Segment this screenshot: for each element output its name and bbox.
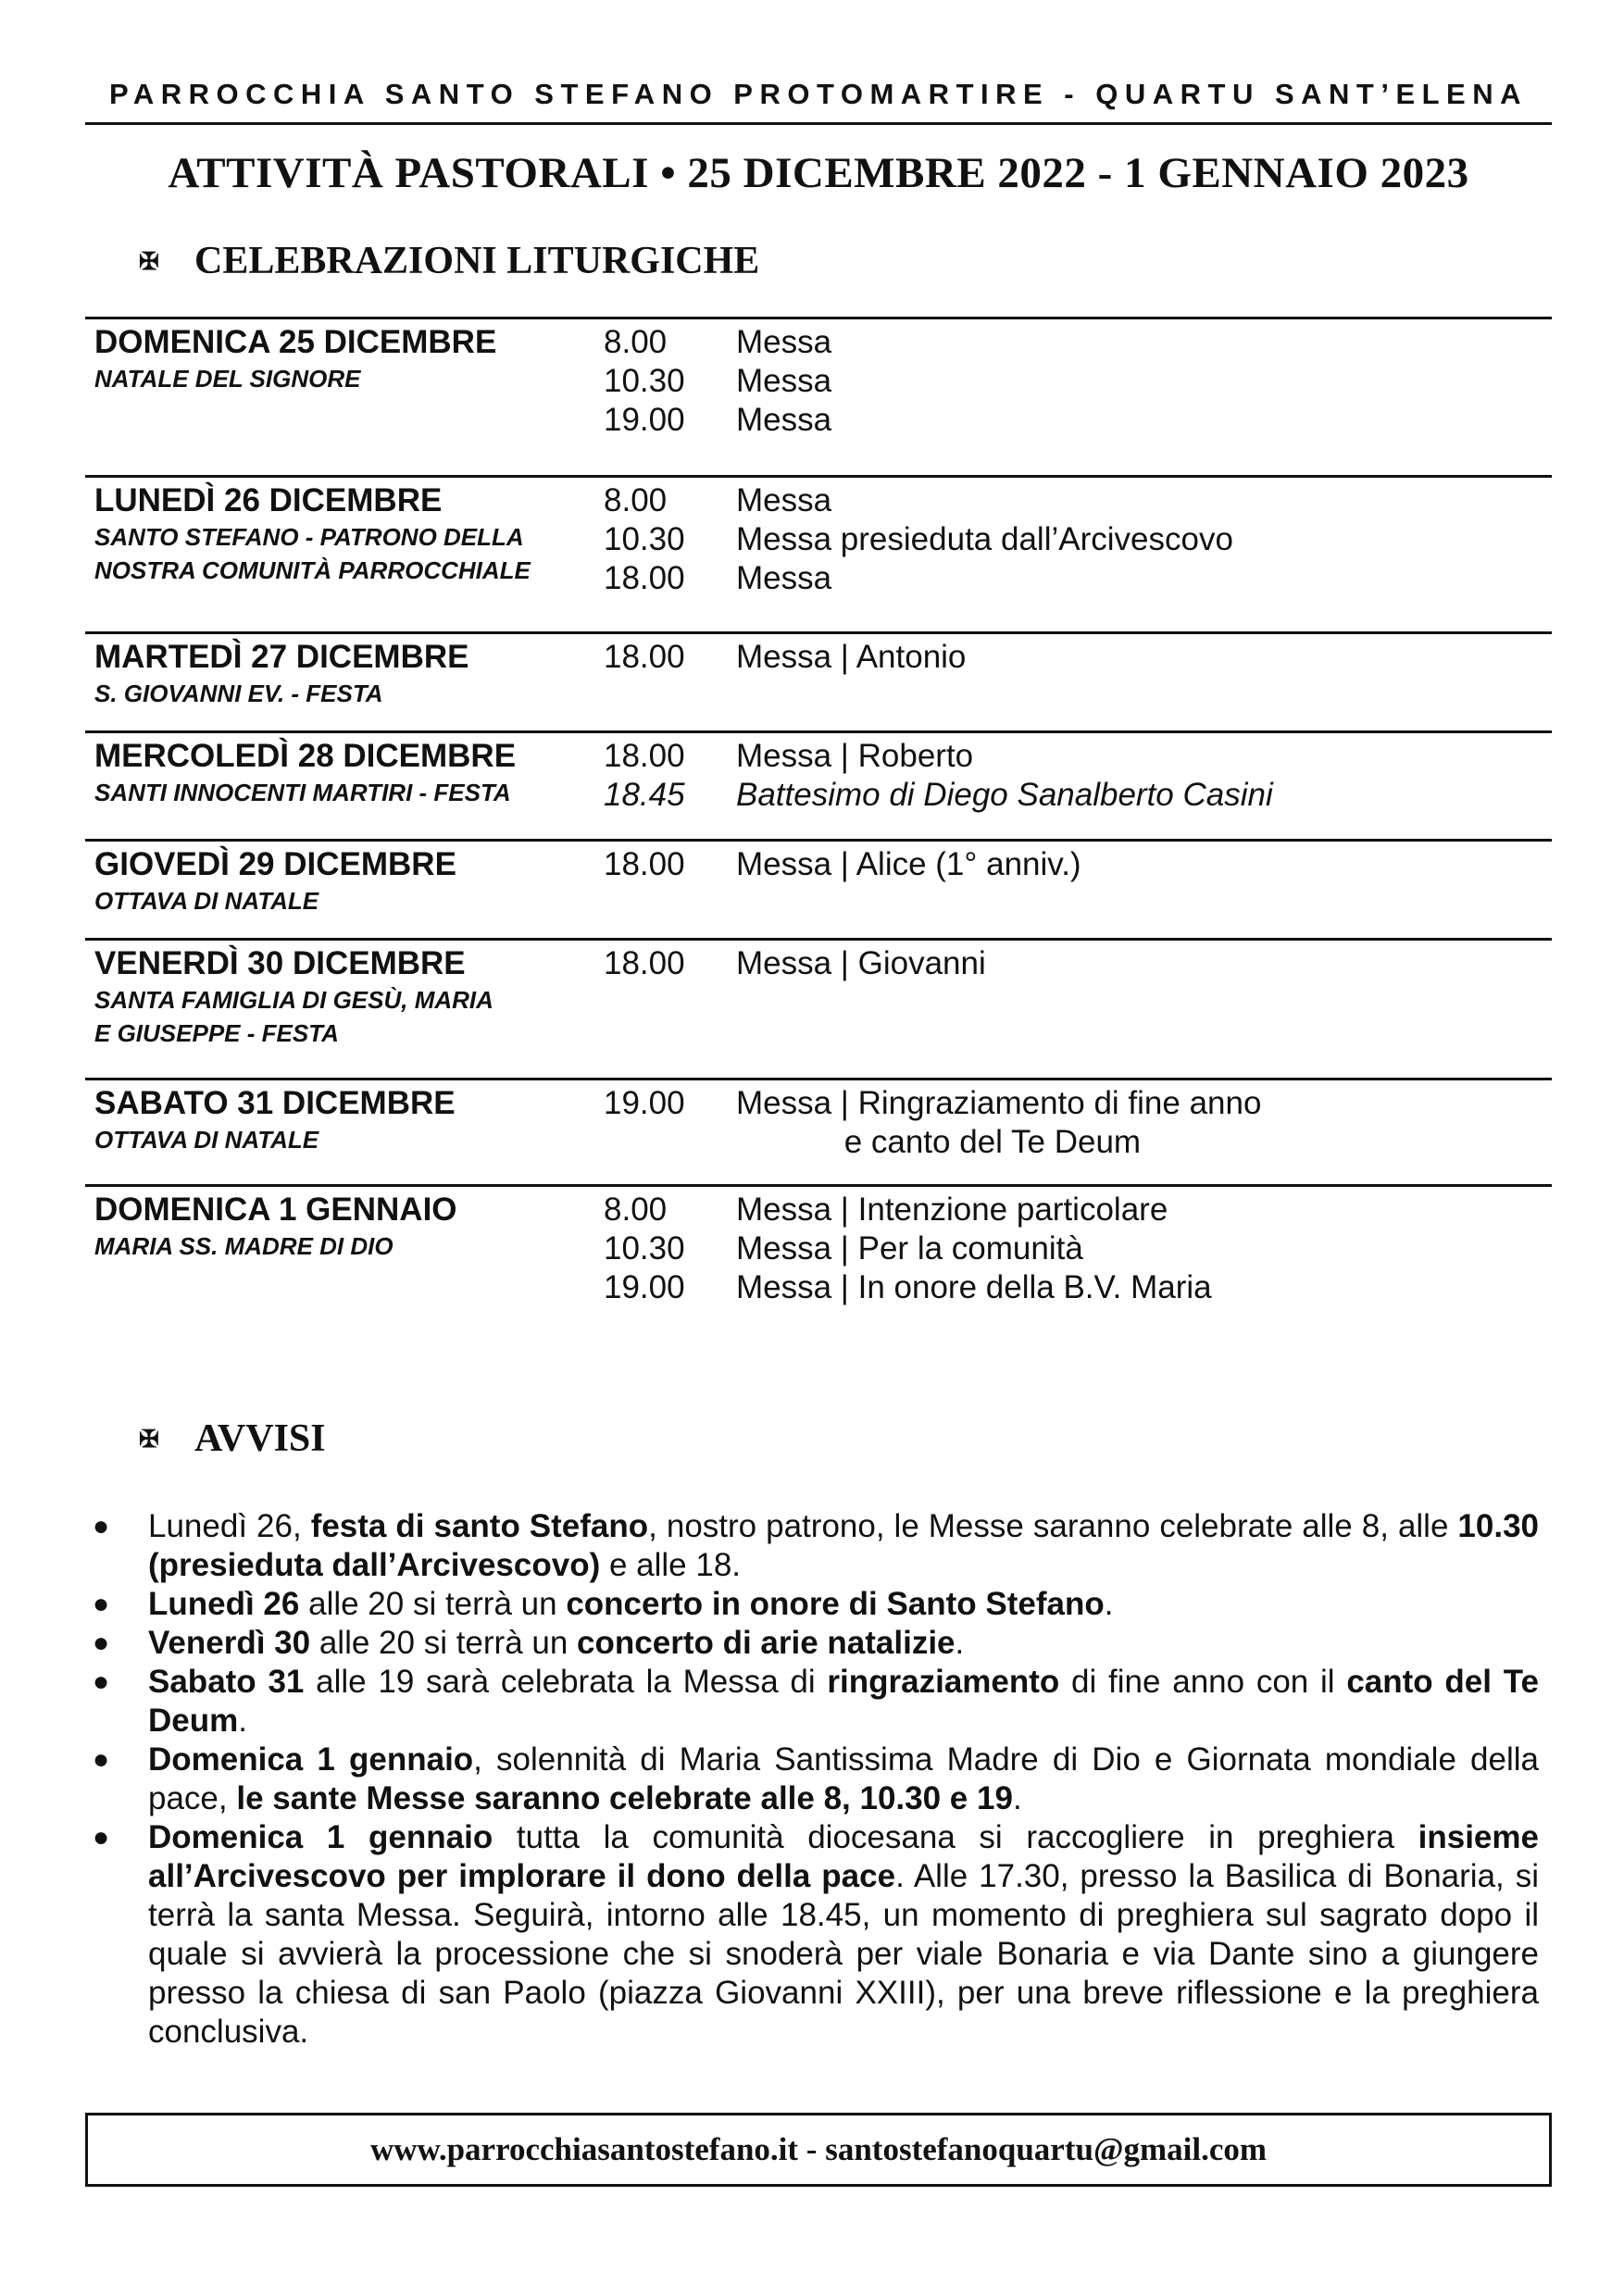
event-time: 18.45 — [604, 777, 685, 813]
day-cell — [94, 737, 594, 809]
section-title: CELEBRAZIONI LITURGICHE — [194, 240, 760, 282]
day-label: GIOVEDÌ 29 DICEMBRE — [94, 846, 456, 882]
day-label: DOMENICA 25 DICEMBRE — [94, 324, 497, 360]
day-label: VENERDÌ 30 DICEMBRE — [94, 945, 466, 981]
schedule-row — [85, 938, 1552, 1078]
events-cell — [604, 845, 1548, 884]
event-description: Messa — [736, 560, 832, 596]
day-label: DOMENICA 1 GENNAIO — [94, 1192, 457, 1228]
event-line — [604, 401, 1548, 440]
bullet-icon: ● — [93, 1822, 110, 1853]
day-label: SABATO 31 DICEMBRE — [94, 1085, 456, 1121]
notice-text: di fine anno con il — [1059, 1664, 1347, 1700]
schedule-row — [85, 839, 1552, 938]
notice-text: . — [955, 1625, 965, 1661]
event-line — [604, 481, 1548, 520]
notice-text: tutta la comunità diocesana si raccogliere in preghiera — [493, 1819, 1418, 1855]
event-time: 18.00 — [604, 639, 685, 675]
event-description: Battesimo di Diego Sanalberto Casini — [736, 777, 1273, 813]
event-time: 18.00 — [604, 945, 685, 981]
notice-item — [93, 1624, 1539, 1663]
event-line — [604, 323, 1548, 362]
notice-text-bold: 10.30 (presieduta dall’Arcivescovo) — [148, 1508, 1540, 1583]
notice-text-bold: le sante Messe saranno celebrate alle 8, 10.30 e 19 — [236, 1780, 1013, 1816]
section-heading-notices — [139, 1416, 326, 1461]
notice-text-bold: concerto di arie natalizie — [577, 1625, 956, 1661]
event-line — [604, 1229, 1548, 1268]
event-time: 19.00 — [604, 1085, 685, 1121]
feast-label: OTTAVA DI NATALE — [94, 1126, 319, 1154]
notice-text-bold: Lunedì 26 — [148, 1586, 300, 1622]
event-description: Messa — [736, 402, 832, 438]
header-rule — [85, 122, 1552, 125]
event-line — [604, 776, 1548, 815]
bullet-icon: ● — [93, 1511, 110, 1541]
day-label: MARTEDÌ 27 DICEMBRE — [94, 639, 469, 675]
schedule-row — [85, 1078, 1552, 1184]
notice-text: alle 20 si terrà un — [310, 1625, 578, 1661]
events-cell — [604, 944, 1548, 983]
feast-label: E GIUSEPPE - FESTA — [94, 1019, 339, 1047]
event-description: Messa | Per la comunità — [736, 1230, 1083, 1267]
section-title: AVVISI — [194, 1417, 326, 1460]
events-cell — [604, 323, 1548, 440]
section-heading-liturgy — [139, 239, 759, 283]
feast-label: OTTAVA DI NATALE — [94, 887, 319, 915]
liturgy-schedule — [85, 317, 1552, 1316]
notice-text-bold: ringraziamento — [827, 1664, 1060, 1700]
day-cell — [94, 481, 594, 587]
event-description: Messa presieduta dall’Arcivescovo — [736, 521, 1233, 557]
event-description: Messa | Ringraziamento di fine anno — [736, 1085, 1262, 1121]
bullet-icon: ● — [93, 1666, 110, 1697]
notice-text-bold: canto del Te Deum — [148, 1664, 1539, 1739]
notice-text: . — [1104, 1586, 1114, 1622]
notice-text: , nostro patrono, le Messe saranno celebrate alle 8, alle — [648, 1508, 1458, 1544]
notice-text: , solennità di Maria Santissima Madre di Dio e Giornata mondiale della pace, — [148, 1741, 1539, 1816]
day-label: LUNEDÌ 26 DICEMBRE — [94, 482, 443, 518]
notice-item — [93, 1663, 1539, 1741]
notice-text: alle 20 si terrà un — [299, 1586, 567, 1622]
feast-label: MARIA SS. MADRE DI DIO — [94, 1232, 394, 1260]
event-time: 8.00 — [604, 324, 668, 360]
schedule-row — [85, 730, 1552, 839]
event-description: e canto del Te Deum — [736, 1124, 1142, 1160]
cross-pattee-icon: ✠ — [139, 248, 159, 275]
event-time: 18.00 — [604, 560, 685, 596]
event-time: 19.00 — [604, 402, 685, 438]
day-cell — [94, 638, 594, 710]
day-cell — [94, 944, 594, 1050]
events-cell — [604, 1084, 1548, 1162]
notice-text-bold: Domenica 1 gennaio — [148, 1741, 474, 1778]
event-time: 19.00 — [604, 1269, 685, 1305]
event-time: 10.30 — [604, 363, 685, 399]
day-label: MERCOLEDÌ 28 DICEMBRE — [94, 738, 517, 774]
bullet-icon: ● — [93, 1589, 110, 1619]
notices-list — [93, 1507, 1539, 2052]
notice-text: alle 19 sarà celebrata la Messa di — [304, 1664, 828, 1700]
event-line — [604, 845, 1548, 884]
cross-pattee-icon: ✠ — [139, 1426, 159, 1453]
event-description: Messa | Giovanni — [736, 945, 986, 981]
footer-contact — [85, 2113, 1552, 2187]
feast-label: NOSTRA COMUNITÀ PARROCCHIALE — [94, 556, 531, 584]
bullet-icon: ● — [93, 1744, 110, 1775]
schedule-row — [85, 1184, 1552, 1316]
day-cell — [94, 1191, 594, 1263]
event-time — [604, 1123, 736, 1162]
bullet-icon: ● — [93, 1628, 110, 1658]
notice-item — [93, 1818, 1539, 2052]
parish-header: PARROCCHIA SANTO STEFANO PROTOMARTIRE - QUARTU SANT’ELENA — [108, 78, 1529, 110]
feast-label: NATALE DEL SIGNORE — [94, 365, 361, 393]
event-line — [604, 1268, 1548, 1307]
notice-text-bold: Venerdì 30 — [148, 1625, 311, 1661]
event-time: 18.00 — [604, 846, 685, 882]
event-line — [604, 362, 1548, 401]
event-line — [604, 1084, 1548, 1123]
event-description: Messa | Antonio — [736, 639, 967, 675]
event-description: Messa | Roberto — [736, 738, 974, 774]
notice-text: Lunedì 26, — [148, 1508, 311, 1544]
event-line — [604, 1123, 1548, 1162]
event-time: 10.30 — [604, 521, 685, 557]
schedule-row — [85, 475, 1552, 631]
event-description: Messa — [736, 482, 832, 518]
schedule-row — [85, 631, 1552, 730]
events-cell — [604, 1191, 1548, 1307]
notice-text: . — [1012, 1780, 1022, 1816]
events-cell — [604, 481, 1548, 598]
notice-text-bold: Sabato 31 — [148, 1664, 305, 1700]
event-description: Messa | Intenzione particolare — [736, 1192, 1168, 1228]
event-line — [604, 1191, 1548, 1229]
schedule-row — [85, 317, 1552, 475]
event-time: 10.30 — [604, 1230, 685, 1267]
events-cell — [604, 737, 1548, 815]
event-line — [604, 737, 1548, 776]
notice-item — [93, 1585, 1539, 1624]
event-description: Messa — [736, 324, 832, 360]
event-description: Messa | In onore della B.V. Maria — [736, 1269, 1212, 1305]
notice-text: . Alle 17.30, presso la Basilica di Bonaria, si terrà la santa Messa. Seguirà, intorno alle 18.45, un momento di preghiera sul sagrato dopo il quale si avvierà la processione che si snoderà per viale Bonaria e via Dante sino a giungere presso la chiesa di san Paolo (piazza Giovanni XXIII), per una breve riflessione e la preghiera conclusiva. — [148, 1858, 1540, 2050]
event-line — [604, 520, 1548, 559]
notice-text-bold: festa di santo Stefano — [310, 1508, 649, 1544]
event-description: Messa — [736, 363, 832, 399]
footer-contact-text[interactable]: www.parrocchiasantostefano.it - santostefanoquartu@gmail.com — [369, 2131, 1268, 2167]
notice-text: . — [238, 1703, 247, 1739]
notice-text: e alle 18. — [600, 1547, 742, 1583]
event-time: 18.00 — [604, 738, 685, 774]
notice-text-bold: concerto in onore di Santo Stefano — [566, 1586, 1105, 1622]
notice-item — [93, 1507, 1539, 1585]
event-line — [604, 559, 1548, 598]
feast-label: SANTA FAMIGLIA DI GESÙ, MARIA — [94, 986, 493, 1014]
feast-label: SANTI INNOCENTI MARTIRI - FESTA — [94, 779, 511, 806]
page-title: ATTIVITÀ PASTORALI • 25 DICEMBRE 2022 - 1 GENNAIO 2023 — [168, 149, 1469, 197]
event-line — [604, 638, 1548, 677]
notice-item — [93, 1741, 1539, 1818]
events-cell — [604, 638, 1548, 677]
event-time: 8.00 — [604, 482, 668, 518]
day-cell — [94, 845, 594, 917]
event-line — [604, 944, 1548, 983]
day-cell — [94, 323, 594, 395]
notice-text-bold: insieme all’Arcivescovo per implorare il dono della pace — [148, 1819, 1539, 1894]
feast-label: SANTO STEFANO - PATRONO DELLA — [94, 523, 524, 551]
event-description: Messa | Alice (1° anniv.) — [736, 846, 1081, 882]
feast-label: S. GIOVANNI EV. - FESTA — [94, 680, 383, 707]
event-time: 8.00 — [604, 1192, 668, 1228]
day-cell — [94, 1084, 594, 1156]
notice-text-bold: Domenica 1 gennaio — [148, 1819, 493, 1855]
